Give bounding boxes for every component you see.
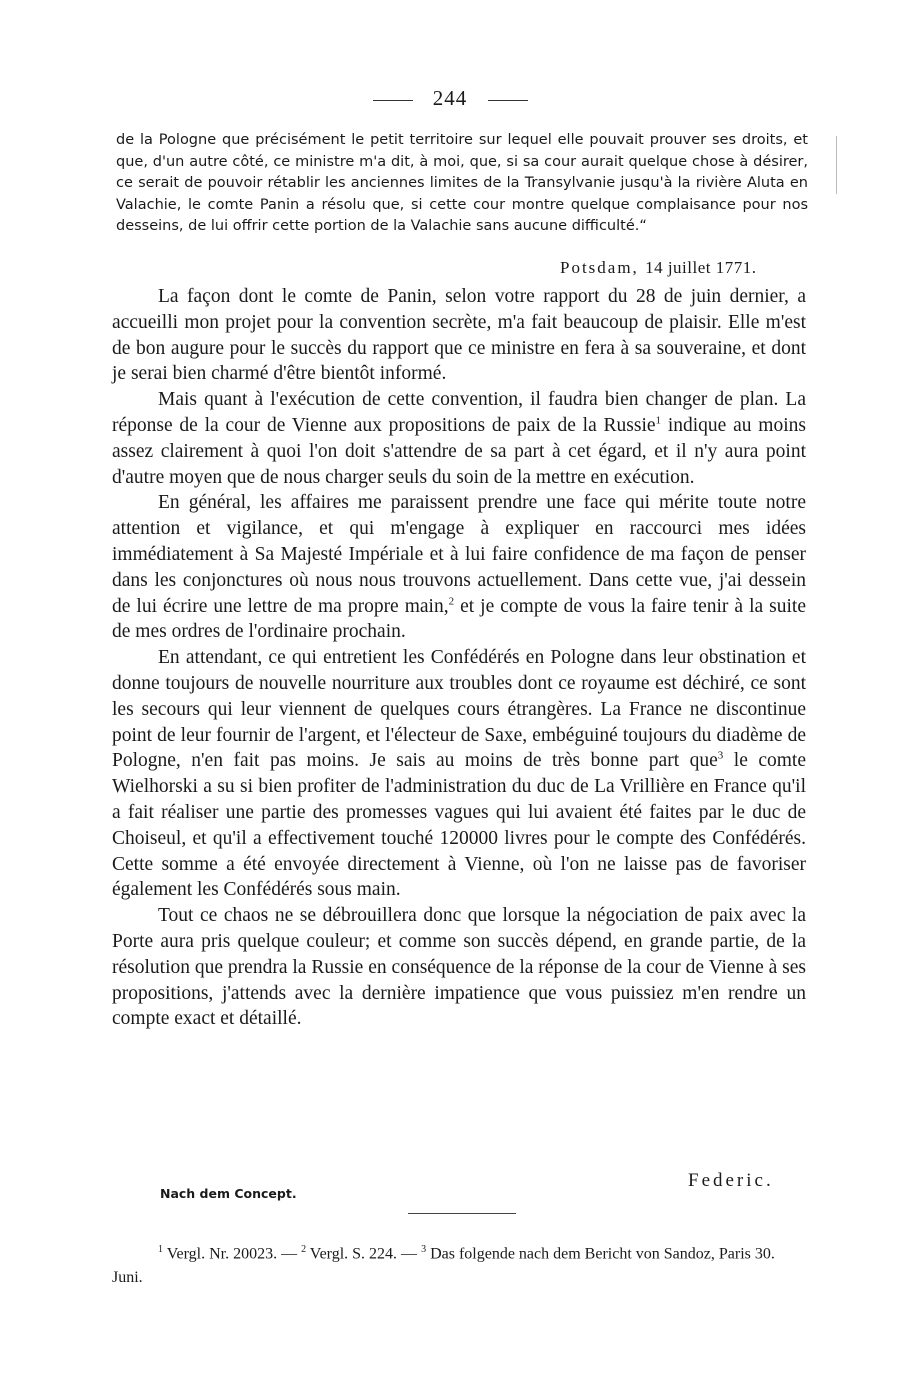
paragraph-text: En attendant, ce qui entretient les Confédérés en Pologne dans leur obstination et donne toujours de nouvelle nourriture aux troubles dont ce royaume est déchiré, ce sont les secours qui leur viennent de quelques cours étrangères. La France ne discontinue point de leur fournir de l'argent, et l'électeur de Saxe, embéguiné toujours du diadème de Pologne, n'en fait pas moins. Je sais au moins de très bonne part que [112,647,806,772]
dateline-place: Potsdam, [560,258,639,277]
paragraph [112,490,806,645]
footnote-divider [408,1213,516,1214]
footnotes [112,1238,802,1290]
paragraph-text: En général, les affaires me paraissent prendre une face qui mérite toute notre attention et vigilance, et qui m'engage à expliquer en raccourci mes idées immédiatement à Sa Majesté Impériale et à lui faire confidence de ma façon de penser dans les conjonctures où nous nous trouvons actuellement. Dans cette vue, j'ai dessein de lui écrire une lettre de ma propre main, [112,492,806,617]
letter-body [112,284,806,1032]
paragraph-text: Tout ce chaos ne se débrouillera donc que lorsque la négociation de paix avec la Porte aura pris quelque couleur; et comme son succès dépend, en grande partie, de la résolution que prendra la Russie en conséquence de la réponse de la cour de Vienne à ses propositions, j'attends avec la dernière impatience que vous puissiez m'en rendre un compte exact et détaillé. [112,905,806,1030]
paragraph-text: Mais quant à l'exécution de cette convention, il faudra bien changer de plan. La réponse de la cour de Vienne aux propositions de paix de la Russie [112,389,806,436]
paragraph [112,387,806,490]
footnote-text: Das folgende nach dem Bericht von Sandoz, Paris 30. Juni. [112,1245,775,1287]
footnote-number: 3 [421,1244,427,1255]
footnote-number: 2 [301,1244,307,1255]
paragraph [112,284,806,387]
dateline-date: 14 juillet 1771. [645,258,757,277]
paragraph [112,903,806,1032]
paragraph-text: indique au moins assez clairement à quoi l'on doit s'attendre de sa part à cet égard, et il n'y aura point d'autre moyen que de nous charger seuls du soin de la mettre en exécution. [112,414,806,488]
footnote-text: Vergl. Nr. 20023. — [163,1245,302,1263]
paragraph-text: et je compte de vous la faire tenir à la suite de mes ordres de l'ordinaire prochain. [112,595,806,643]
footnote-ref: 2 [448,595,455,608]
dateline [560,258,756,278]
page-number-header [0,86,900,111]
quoted-excerpt [116,130,808,238]
page-number: 244 [432,86,468,110]
footnote-number: 1 [158,1244,163,1255]
source-note: Nach dem Concept. [160,1186,297,1201]
signature: Federic. [688,1170,774,1191]
footnote-line [112,1238,802,1290]
header-dash-left [373,100,413,101]
margin-mark [836,136,837,194]
paragraph [112,645,806,903]
paragraph-text: le comte Wielhorski a su si bien profiter de l'administration du duc de La Vrillière en France qu'il a fait réaliser une partie des promesses vagues qui lui avaient été faites par le duc de Choiseul, et qu'il a effectivement touché 120000 livres pour le compte des Confédérés. Cette somme a été envoyée directement à Vienne, où l'on ne laisse pas de favoriser également les Confédérés sous main. [112,750,807,901]
paragraph-text: La façon dont le comte de Panin, selon votre rapport du 28 de juin dernier, a accueilli mon projet pour la convention secrète, m'a fait beaucoup de plaisir. Elle m'est de bon augure pour le succès du rapport que ce ministre en fera à sa souveraine, et dont je serai bien charmé d'être bientôt informé. [112,286,806,385]
footnote-ref: 3 [717,749,724,762]
footnote-ref: 1 [655,414,662,427]
header-dash-right [488,100,528,101]
footnote-text: Vergl. S. 224. — [306,1245,422,1263]
quoted-text: de la Pologne que précisément le petit territoire sur lequel elle pouvait prouver ses droits, et que, d'un autre côté, ce ministre m'a dit, à moi, que, si sa cour aurait quelque chose à désirer, ce serait de pouvoir rétablir les anciennes limites de la Transylvanie jusqu'à la rivière Aluta en Valachie, le comte Panin a résolu que, si cette cour montre quelque complaisance pour nos desseins, de lui offrir cette portion de la Valachie sans aucune difficulté.“ [116,132,808,234]
